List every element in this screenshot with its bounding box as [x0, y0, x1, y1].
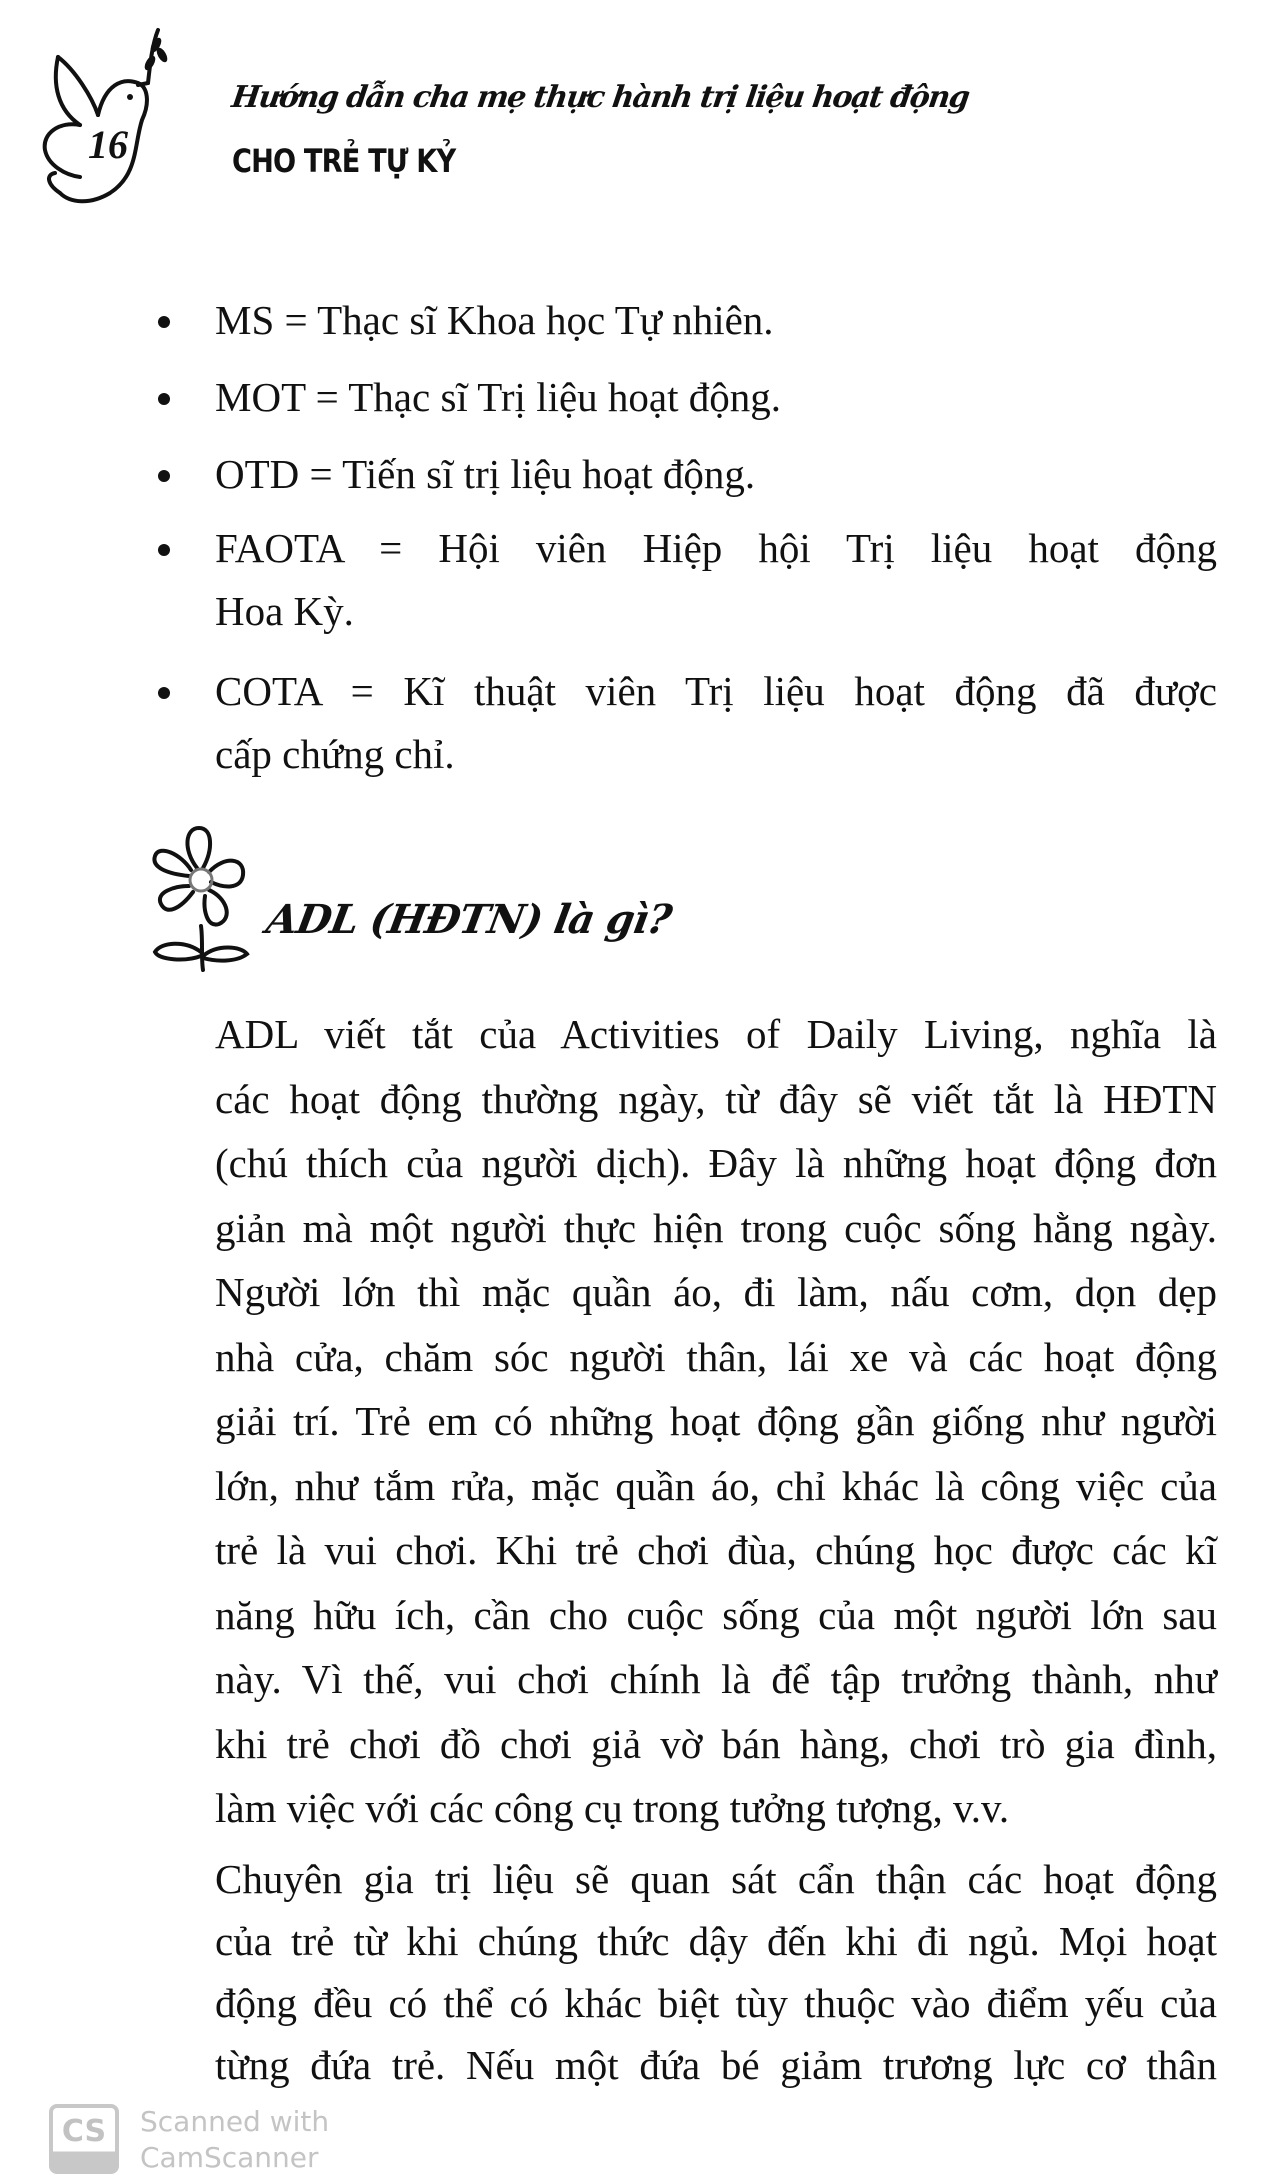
paragraph-line: nhà cửa, chăm sóc người thân, lái xe và các hoạt động: [215, 1333, 1217, 1380]
watermark-line-1: Scanned with: [140, 2105, 330, 2138]
bullet-icon: [158, 316, 170, 328]
book-subtitle: CHO TRẺ TỰ KỶ: [232, 142, 456, 180]
paragraph-line: giải trí. Trẻ em có những hoạt động gần giống như người: [215, 1398, 1217, 1444]
paragraph-line: trẻ là vui chơi. Khi trẻ chơi đùa, chúng học được các kĩ: [215, 1527, 1217, 1573]
bullet-icon: [158, 470, 170, 482]
paragraph-line: của trẻ từ khi chúng thức dậy đến khi đi ngủ. Mọi hoạt: [215, 1918, 1217, 1964]
flower-icon: [145, 820, 257, 975]
paragraph-line: Chuyên gia trị liệu sẽ quan sát cẩn thận các hoạt động: [215, 1856, 1217, 1902]
paragraph-line: ADL viết tắt của Activities of Daily Living, nghĩa là: [215, 1011, 1217, 1057]
series-title: Hướng dẫn cha mẹ thực hành trị liệu hoạt động: [229, 80, 971, 115]
list-item: [215, 366, 1217, 429]
list-item-text: OTD = Tiến sĩ trị liệu hoạt động.: [215, 451, 756, 497]
camscanner-logo: [49, 2104, 119, 2174]
paragraph-line: (chú thích của người dịch). Đây là những hoạt động đơn: [215, 1140, 1217, 1186]
paragraph-line: lớn, như tắm rửa, mặc quần áo, chỉ khác là công việc của: [215, 1462, 1217, 1509]
list-item: [215, 660, 1217, 786]
paragraph-line: khi trẻ chơi đồ chơi giả vờ bán hàng, chơi trò gia đình,: [215, 1720, 1217, 1767]
paragraph-line: giản mà một người thực hiện trong cuộc sống hằng ngày.: [215, 1204, 1217, 1251]
bullet-icon: [158, 687, 170, 699]
paragraph-line: làm việc với các công cụ trong tưởng tượng, v.v.: [215, 1785, 1010, 1831]
paragraph-line: năng hữu ích, cần cho cuộc sống của một người lớn sau: [215, 1591, 1217, 1638]
watermark-line-2: CamScanner: [140, 2141, 319, 2174]
list-item: [215, 517, 1217, 643]
list-item-text: COTA = Kĩ thuật viên Trị liệu hoạt động đã được: [215, 668, 1217, 714]
camscanner-watermark: [140, 2104, 329, 2176]
section-heading: ADL (HĐTN) là gì?: [262, 896, 675, 943]
paragraph-line: Người lớn thì mặc quần áo, đi làm, nấu cơm, dọn dẹp: [215, 1269, 1217, 1315]
list-item-text: FAOTA = Hội viên Hiệp hội Trị liệu hoạt động: [215, 525, 1217, 571]
paragraph-line: động đều có thể có khác biệt tùy thuộc vào điểm yếu của: [215, 1980, 1217, 2026]
list-item: [215, 443, 1217, 506]
page-number: 16: [88, 122, 128, 167]
list-item-text: MS = Thạc sĩ Khoa học Tự nhiên.: [215, 297, 774, 343]
paragraph-1: [215, 1002, 1217, 1841]
list-item: [215, 289, 1217, 352]
list-item-text: Hoa Kỳ.: [215, 588, 354, 634]
bullet-icon: [158, 393, 170, 405]
paragraph-line: từng đứa trẻ. Nếu một đứa bé giảm trương lực cơ thân: [215, 2042, 1217, 2088]
bullet-icon: [158, 544, 170, 556]
dove-icon: [30, 25, 200, 210]
paragraph-2: [215, 1848, 1217, 2096]
paragraph-line: các hoạt động thường ngày, từ đây sẽ viết tắt là HĐTN: [215, 1075, 1217, 1122]
camscanner-logo-text: CS: [61, 2114, 107, 2149]
list-item-text: cấp chứng chỉ.: [215, 731, 455, 777]
list-item-text: MOT = Thạc sĩ Trị liệu hoạt động.: [215, 374, 782, 420]
paragraph-line: này. Vì thế, vui chơi chính là để tập trưởng thành, như: [215, 1656, 1217, 1702]
